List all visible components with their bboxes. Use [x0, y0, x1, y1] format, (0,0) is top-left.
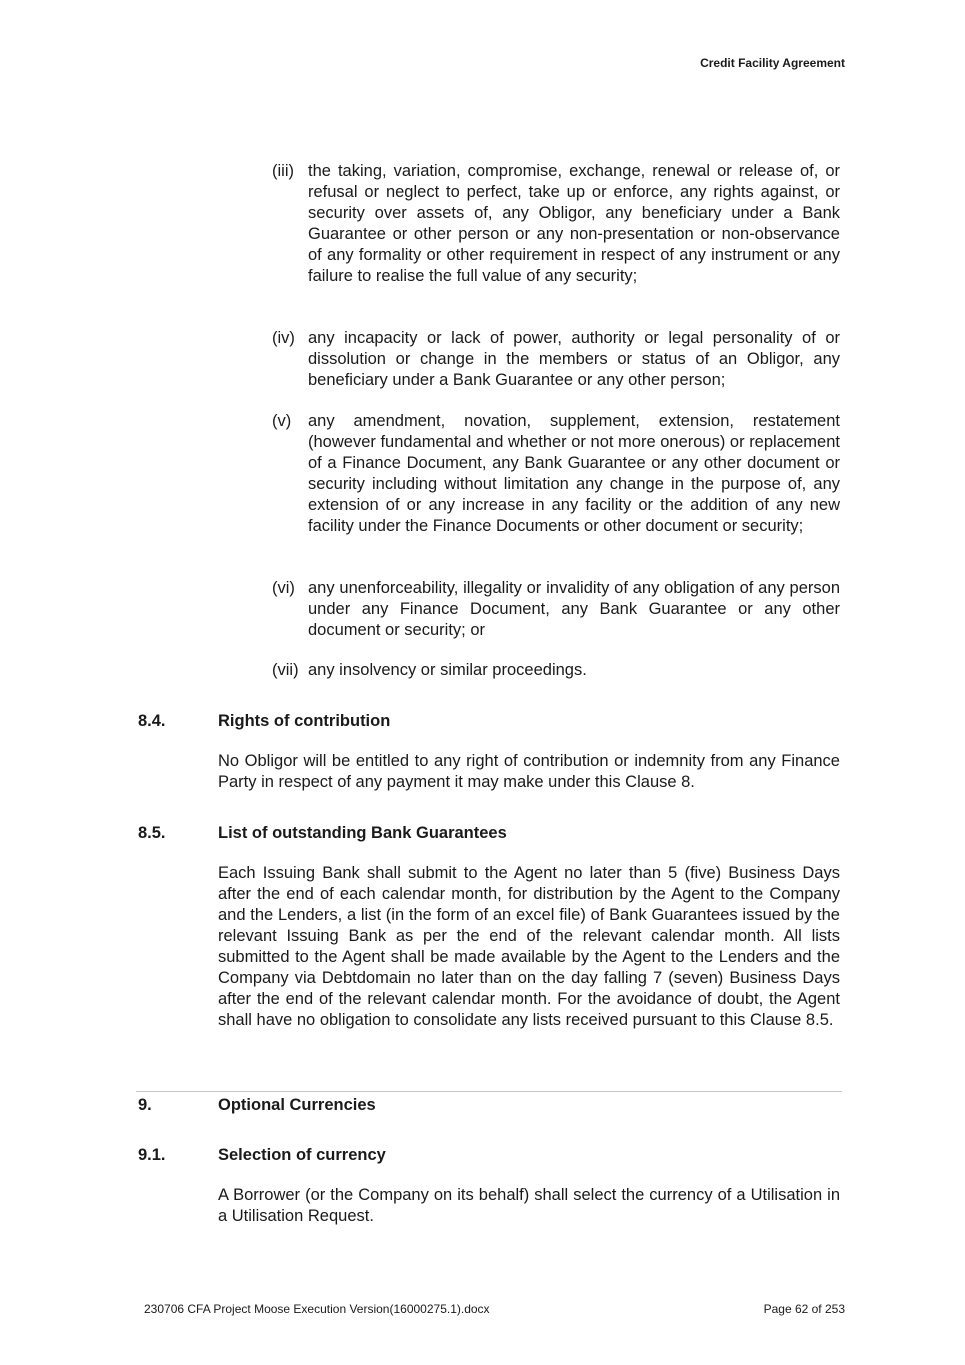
clause-title: Rights of contribution	[218, 712, 391, 730]
list-item-vi	[272, 578, 840, 641]
list-item-v	[272, 411, 840, 537]
list-item-text: any incapacity or lack of power, authority or legal personality of or dissolution or change in the members or status of an Obligor, any beneficiary under a Bank Guarantee or any other person;	[308, 329, 840, 389]
list-item-text: any amendment, novation, supplement, extension, restatement (however fundamental and whether or not more onerous) or replacement of a Finance Document, any Bank Guarantee or any other document or security including without limitation any change in the purpose of, any extension of or any increase in any facility or the addition of any new facility under the Finance Documents or other document or security;	[308, 412, 840, 535]
footer-filename: 230706 CFA Project Moose Execution Version(16000275.1).docx	[144, 1302, 490, 1316]
list-item-text: any unenforceability, illegality or invalidity of any obligation of any person under any Finance Document, any Bank Guarantee or any other document or security; or	[308, 579, 840, 639]
list-item-number: (v)	[272, 412, 292, 430]
section-divider	[136, 1091, 842, 1092]
list-item-text: the taking, variation, compromise, exchange, renewal or release of, or refusal or neglect to perfect, take up or enforce, any rights against, or security over assets of, any Obligor, any beneficiary under a Bank Guarantee or other person or any non-presentation or non-observance of any formality or other requirement in respect of any instrument or any failure to realise the full value of any security;	[308, 162, 840, 285]
clause-title: Optional Currencies	[218, 1096, 376, 1114]
clause-number: 9.	[138, 1096, 152, 1114]
list-item-number: (iii)	[272, 162, 294, 180]
list-item-text: any insolvency or similar proceedings.	[308, 661, 587, 679]
list-item-iii	[272, 161, 840, 287]
list-item-iv	[272, 328, 840, 391]
clause-number: 8.5.	[138, 824, 166, 842]
list-item-vii	[272, 660, 840, 681]
document-header-title: Credit Facility Agreement	[700, 56, 845, 70]
list-item-number: (vi)	[272, 579, 295, 597]
list-item-number: (vii)	[272, 661, 299, 679]
clause-text-8-5: Each Issuing Bank shall submit to the Agent no later than 5 (five) Business Days after the end of each calendar month, for distribution by the Agent to the Company and the Lenders, a list (in the form of an excel file) of Bank Guarantees issued by the relevant Issuing Bank as per the end of the relevant calendar month. All lists submitted to the Agent shall be made available by the Agent to the Lenders and the Company via Debtdomain no later than on the day falling 7 (seven) Business Days after the end of the relevant calendar month. For the avoidance of doubt, the Agent shall have no obligation to consolidate any lists received pursuant to this Clause 8.5.	[218, 864, 840, 1029]
clause-text-8-4: No Obligor will be entitled to any right of contribution or indemnity from any Finance Party in respect of any payment it may make under this Clause 8.	[218, 752, 840, 791]
clause-text-9-1: A Borrower (or the Company on its behalf) shall select the currency of a Utilisation in a Utilisation Request.	[218, 1186, 840, 1225]
list-item-number: (iv)	[272, 329, 295, 347]
clause-title: Selection of currency	[218, 1146, 386, 1164]
clause-number: 9.1.	[138, 1146, 166, 1164]
clause-title: List of outstanding Bank Guarantees	[218, 824, 507, 842]
footer-page-number: Page 62 of 253	[763, 1302, 845, 1316]
clause-number: 8.4.	[138, 712, 166, 730]
